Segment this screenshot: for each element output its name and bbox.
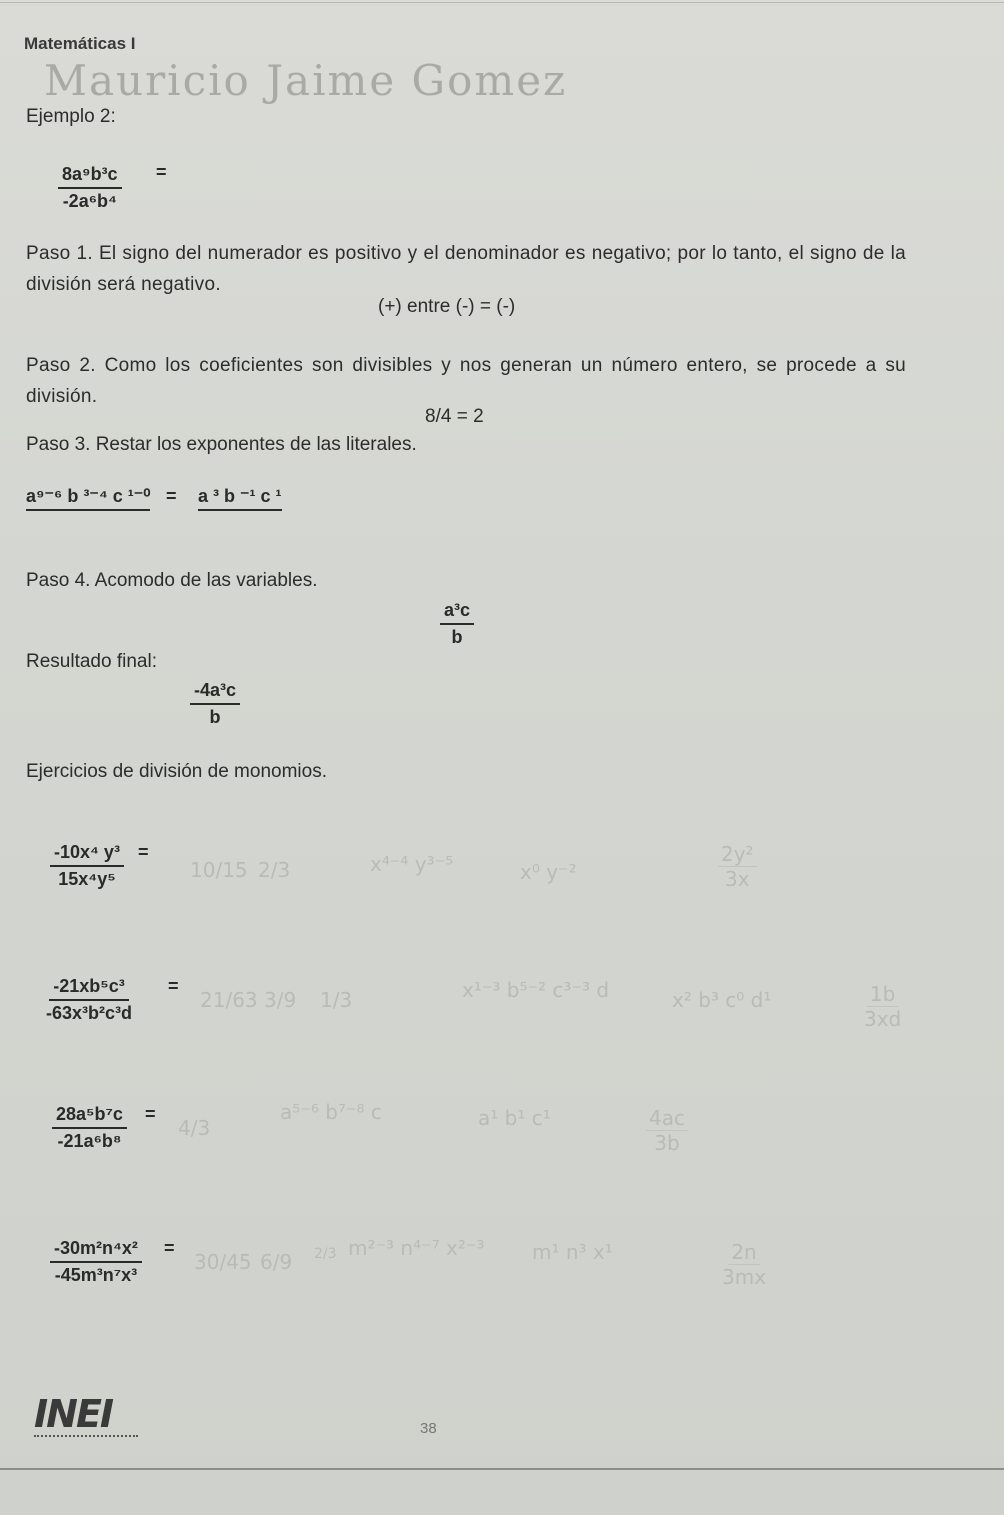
exercise-3-work-simplified: a¹ b¹ c¹ <box>478 1106 551 1130</box>
step1-text: Paso 1. El signo del numerador es positivo y el denominador es negativo; por lo tanto, el signo de la división será negativo. <box>26 243 906 295</box>
exercise-2-result-num: 1b <box>867 982 898 1007</box>
exercise-2-fraction <box>46 976 132 1024</box>
step3-equals: = <box>166 486 177 506</box>
exercise-1-equals: = <box>138 842 149 862</box>
step4-text: Paso 4. Acomodo de las variables. <box>26 570 318 591</box>
exercise-4-equals: = <box>164 1238 175 1258</box>
step4-denominator: b <box>451 627 463 647</box>
inei-logo: INEI <box>34 1392 113 1436</box>
exercise-4-result-den: 3mx <box>722 1265 767 1289</box>
exercise-3-denominator: -21a⁶b⁸ <box>57 1131 122 1151</box>
exercise-1-work-result <box>718 842 757 891</box>
step3-right-expression: a ³ b ⁻¹ c ¹ <box>198 486 282 511</box>
exercise-4-result-num: 2n <box>728 1240 759 1265</box>
exercise-3-work-coef-a: 4/3 <box>178 1116 211 1140</box>
step4-fraction <box>440 600 474 648</box>
exercise-1-work-coef-a: 10/15 <box>190 858 248 882</box>
exercise-4-work-coef-c: 2/3 <box>314 1246 337 1262</box>
exercise-4-work-simplified: m¹ n³ x¹ <box>532 1240 613 1264</box>
logo-underline <box>34 1433 138 1437</box>
exercise-2-work-coef-c: 1/3 <box>320 988 353 1012</box>
step1-rule: (+) entre (-) = (-) <box>378 296 516 317</box>
exercise-3-work-result <box>646 1106 688 1155</box>
exercise-2-work-literals: x¹⁻³ b⁵⁻² c³⁻³ d <box>462 978 610 1002</box>
exercise-4-work-coef-a: 30/45 <box>194 1250 252 1274</box>
example-numerator: 8a⁹b³c <box>58 164 122 189</box>
exercise-2-work-simplified: x² b³ c⁰ d¹ <box>672 988 772 1012</box>
exercises-title: Ejercicios de división de monomios. <box>26 761 327 782</box>
student-name-handwritten: Mauricio Jaime Gomez <box>44 56 568 105</box>
result-fraction <box>190 680 240 728</box>
exercise-4-work-literals: m²⁻³ n⁴⁻⁷ x²⁻³ <box>348 1236 485 1260</box>
exercise-4-numerator: -30m²n⁴x² <box>50 1238 142 1263</box>
bottom-rule <box>0 1468 1004 1470</box>
result-denominator: b <box>209 707 221 727</box>
exercise-3-result-num: 4ac <box>646 1106 688 1131</box>
example-fraction <box>58 164 122 212</box>
page-number: 38 <box>420 1420 437 1437</box>
step3-text: Paso 3. Restar los exponentes de las literales. <box>26 434 417 455</box>
exercise-1-fraction <box>50 842 124 890</box>
exercise-4-work-result <box>722 1240 766 1289</box>
exercise-2-result-den: 3xd <box>864 1007 902 1031</box>
exercise-2-numerator: -21xb⁵c³ <box>49 976 128 1001</box>
step4-numerator: a³c <box>440 600 474 625</box>
exercise-4-work-coef-b: 6/9 <box>260 1250 293 1274</box>
exercise-2-denominator: -63x³b²c³d <box>46 1003 133 1023</box>
step2-text: Paso 2. Como los coeficientes son divisibles y nos generan un número entero, se procede a su división. <box>26 355 906 407</box>
exercise-1-denominator: 15x⁴y⁵ <box>58 869 116 889</box>
exercise-3-equals: = <box>145 1104 156 1124</box>
top-rule <box>0 2 1004 3</box>
course-title: Matemáticas I <box>24 34 136 53</box>
exercise-3-fraction <box>52 1104 127 1152</box>
example-denominator: -2a⁶b⁴ <box>62 191 117 211</box>
step2-calc: 8/4 = 2 <box>425 406 484 427</box>
example-equals: = <box>156 162 167 182</box>
exercise-1-work-simplified: x⁰ y⁻² <box>520 860 577 884</box>
exercise-1-work-literals: x⁴⁻⁴ y³⁻⁵ <box>370 852 454 876</box>
example-title: Ejemplo 2: <box>26 106 116 127</box>
exercise-2-work-result <box>864 982 901 1031</box>
exercise-1-result-den: 3x <box>725 867 750 891</box>
exercise-2-work-coef-b: 3/9 <box>264 988 297 1012</box>
exercise-3-numerator: 28a⁵b⁷c <box>52 1104 127 1129</box>
result-label: Resultado final: <box>26 651 157 672</box>
exercise-3-result-den: 3b <box>654 1131 680 1155</box>
step3-left-expression: a⁹⁻⁶ b ³⁻⁴ c ¹⁻⁰ <box>26 486 150 511</box>
exercise-3-work-literals: a⁵⁻⁶ b⁷⁻⁸ c <box>280 1100 382 1124</box>
exercise-1-work-coef-b: 2/3 <box>258 858 291 882</box>
result-numerator: -4a³c <box>190 680 240 705</box>
exercise-1-result-num: 2y² <box>718 842 757 867</box>
exercise-1-numerator: -10x⁴ y³ <box>50 842 124 867</box>
exercise-2-equals: = <box>168 976 179 996</box>
exercise-2-work-coef-a: 21/63 <box>200 988 258 1012</box>
exercise-4-fraction <box>50 1238 142 1286</box>
exercise-4-denominator: -45m³n⁷x³ <box>54 1265 138 1285</box>
